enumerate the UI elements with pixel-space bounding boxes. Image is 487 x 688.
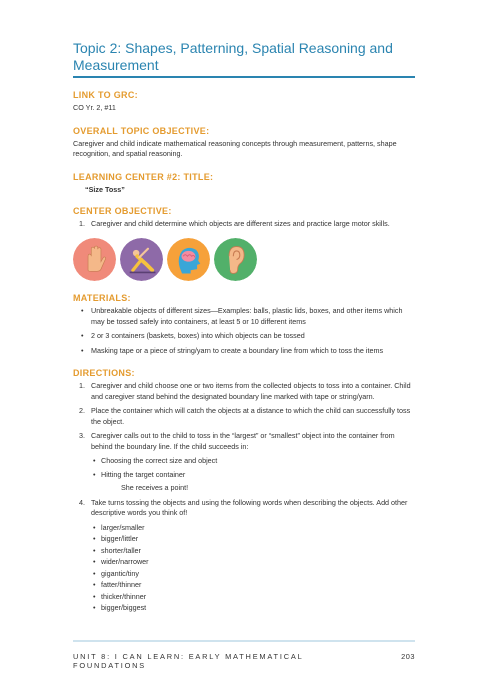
grc-heading: LINK TO GRC: (73, 90, 138, 100)
directions-list (73, 381, 415, 614)
objective-heading: OVERALL TOPIC OBJECTIVE: (73, 125, 210, 136)
list-item: • Unbreakable objects of different sizes—Examples: balls, plastic lids, boxes, and other items which may be tossed safely into containers, at least 5 or 10 different items (73, 306, 415, 327)
descriptive-words-list (91, 523, 415, 614)
page-number: 203 (401, 652, 415, 661)
list-number: 1. (79, 218, 85, 228)
list-number: 2. (79, 406, 85, 415)
list-number: 3. (79, 431, 85, 440)
direction-text: Place the container which will catch the objects at a distance to which the child can successfully toss the object. (91, 406, 411, 426)
list-item: • shorter/taller (91, 546, 415, 557)
list-item: • Hitting the target container (91, 470, 415, 481)
objective-text: Caregiver and child indicate mathematical reasoning concepts through measurement, patterns, shape recognition, and spatial reasoning. (73, 138, 397, 158)
list-item: • wider/narrower (91, 557, 415, 568)
list-item: • Masking tape or a piece of string/yarn to create a boundary line from which to toss the items (73, 346, 415, 357)
title-divider (73, 76, 415, 78)
ear-icon (214, 238, 257, 281)
step3-point: She receives a point! (121, 483, 189, 492)
list-item (73, 498, 415, 614)
materials-list (73, 306, 415, 356)
center-objective-heading: CENTER OBJECTIVE: (73, 205, 172, 216)
direction-text: Caregiver calls out to the child to toss in the “largest” or “smallest” object into the container from behind the boundary line. If the child succeeds in: (91, 431, 395, 451)
brain-head-icon (167, 238, 210, 281)
list-item: • thicker/thinner (91, 592, 415, 603)
step3-bullets (91, 456, 415, 480)
list-item: • Choosing the correct size and object (91, 456, 415, 467)
page-content (73, 40, 415, 618)
footer-divider (73, 640, 415, 642)
list-item: • larger/smaller (91, 523, 415, 534)
center-title-heading: LEARNING CENTER #2: TITLE: (73, 171, 214, 182)
page-title: Topic 2: Shapes, Patterning, Spatial Reasoning and Measurement (73, 40, 393, 73)
hand-icon (73, 238, 116, 281)
list-item: • bigger/littler (91, 534, 415, 545)
list-item: • gigantic/tiny (91, 569, 415, 580)
list-item: • fatter/thinner (91, 580, 415, 591)
yoga-person-icon (120, 238, 163, 281)
direction-text: Caregiver and child choose one or two items from the collected objects to toss into a container. Child and caregiver stand behind the designated boundary line marked with tape or string/yarn. (91, 381, 411, 401)
footer-unit-title: UNIT 8: I CAN LEARN: EARLY MATHEMATICAL FOUNDATIONS (73, 652, 304, 670)
center-title: “Size Toss” (85, 184, 125, 194)
direction-text: Take turns tossing the objects and using the following words when describing the objects. Add other descriptive words you think of! (91, 497, 408, 517)
center-objective-text: Caregiver and child determine which objects are different sizes and practice large motor skills. (91, 218, 390, 228)
list-number: 1. (79, 381, 85, 390)
list-item: • 2 or 3 containers (baskets, boxes) into which objects can be tossed (73, 331, 415, 342)
list-item (73, 431, 415, 494)
grc-text: CO Yr. 2, #11 (73, 103, 116, 112)
learning-icons (73, 238, 415, 281)
materials-heading: MATERIALS: (73, 293, 131, 303)
list-item (73, 219, 415, 230)
list-number: 4. (79, 497, 85, 507)
list-item: • bigger/biggest (91, 603, 415, 614)
center-objective-list (73, 219, 415, 230)
list-item (73, 381, 415, 402)
list-item (73, 406, 415, 427)
directions-heading: DIRECTIONS: (73, 368, 135, 378)
